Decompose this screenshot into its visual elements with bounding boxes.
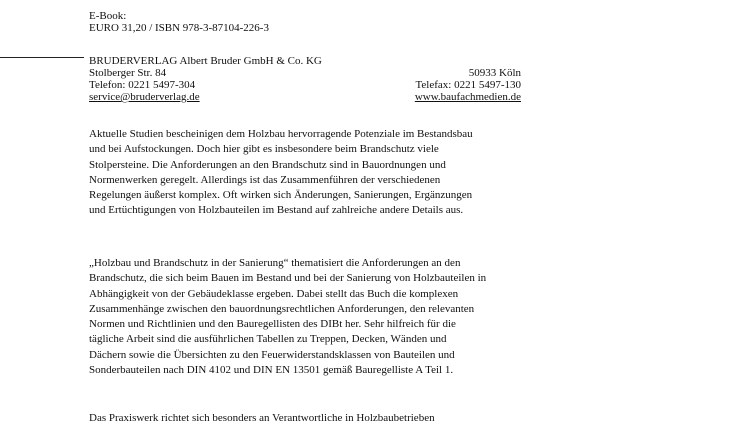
paragraph-line: Brandschutz, die sich beim Bauen im Bestand und bei der Sanierung von Holzbauteilen in [89, 272, 487, 285]
publisher-name: BRUDERVERLAG Albert Bruder GmbH & Co. KG [89, 55, 322, 67]
ebook-label: E-Book: [89, 10, 127, 22]
publisher-address [89, 55, 521, 103]
paragraph-line: und bei Aufstockungen. Doch hier gibt es insbesondere beim Brandschutz viele [89, 143, 439, 156]
publisher-city: 50933 Köln [468, 67, 521, 79]
website-link[interactable]: www.baufachmedien.de [414, 91, 521, 103]
paragraph-line: Regelungen äußerst komplex. Oft wirken sich Änderungen, Sanierungen, Ergänzungen [89, 189, 473, 202]
paragraph-intro [89, 127, 549, 219]
web-row [89, 91, 521, 103]
paragraph-line: Normenwerken geregelt. Allerdings ist das Zusammenführen der verschiedenen [89, 173, 441, 186]
paragraph-line: Stolpersteine. Die Anforderungen an den Brandschutz sind in Bauordnungen und [89, 158, 446, 171]
publisher-fax: Telefax: 0221 5497-130 [415, 79, 521, 91]
paragraph-line: Dächern sowie die Übersichten zu den Feuerwiderstandsklassen von Bauteilen und [89, 348, 455, 361]
publisher-street: Stolberger Str. 84 [89, 67, 167, 79]
paragraph-line: und Ertüchtigungen von Holzbauteilen im Bestand auf zahlreiche andere Details aus. [89, 204, 464, 217]
paragraph-line: Abhängigkeit von der Gebäudeklasse ergeben. Dabei stellt das Buch die komplexen [89, 287, 459, 300]
email-link[interactable]: service@bruderverlag.de [89, 91, 200, 103]
paragraph-line: Sonderbauteilen nach DIN 4102 und DIN EN 13501 gemäß Bauregelliste A Teil 1. [89, 364, 454, 377]
paragraph-line: tägliche Arbeit sind die ausführlichen Tabellen zu Treppen, Decken, Wänden und [89, 333, 447, 346]
paragraph-line: „Holzbau und Brandschutz in der Sanierung“ thematisiert die Anforderungen an den [89, 257, 461, 269]
publisher-phone: Telefon: 0221 5497-304 [89, 79, 196, 91]
contact-row [89, 79, 521, 91]
paragraph-line: Normen und Richtlinien und den Bauregellisten des DIBt her. Sehr hilfreich für die [89, 318, 456, 331]
paragraph-book [89, 256, 549, 378]
price-isbn: EURO 31,20 / ISBN 978-3-87104-226-3 [89, 22, 269, 34]
paragraph-line: Aktuelle Studien bescheinigen dem Holzbau hervorragende Potenziale im Bestandsbau [89, 128, 473, 140]
address-row [89, 67, 521, 79]
ebook-info [89, 10, 521, 34]
paragraph-line: Das Praxiswerk richtet sich besonders an Verantwortliche in Holzbaubetrieben [89, 412, 435, 424]
horizontal-rule [0, 57, 84, 58]
paragraph-line: Zusammenhänge zwischen den bauordnungsrechtlichen Anforderungen, den relevanten [89, 302, 475, 315]
